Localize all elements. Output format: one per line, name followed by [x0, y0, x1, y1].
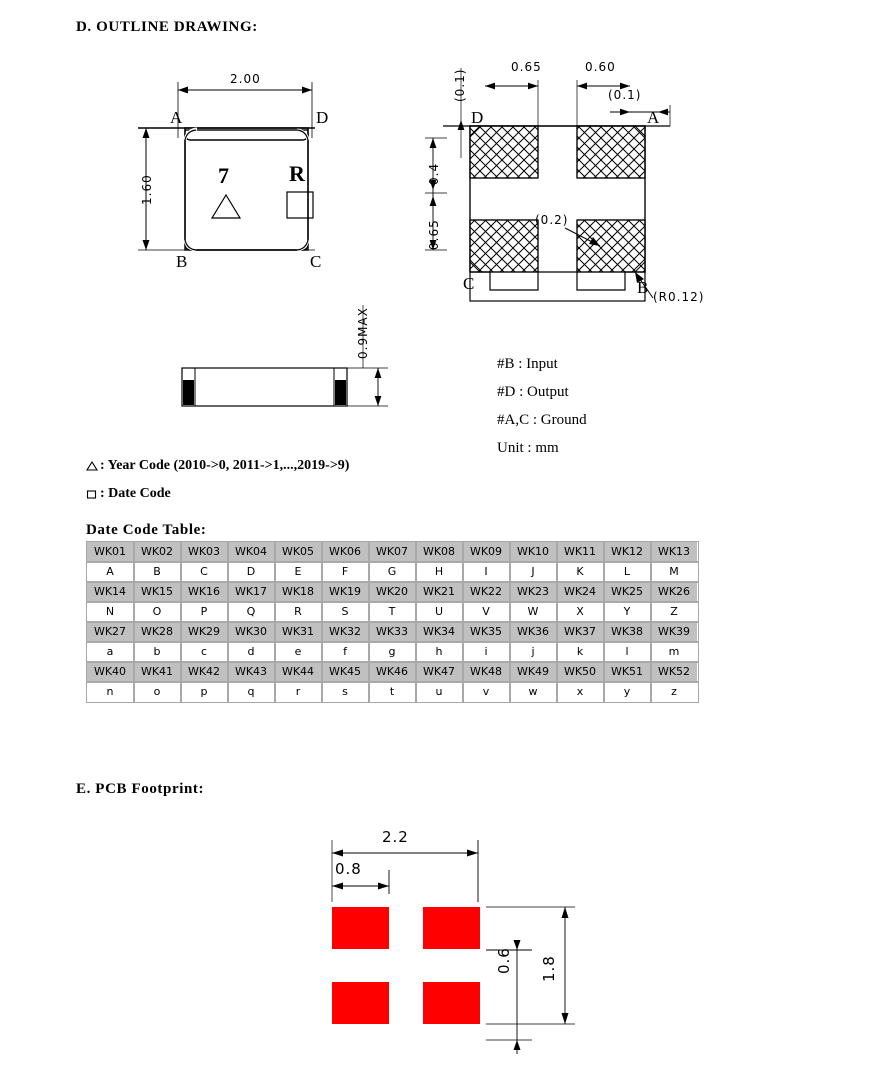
- date-code-value-cell: S: [322, 602, 369, 622]
- date-code-value-row: [87, 562, 698, 582]
- top-view-height-dimension: 1.60: [140, 174, 154, 205]
- date-code-week-cell: WK37: [557, 622, 604, 642]
- date-code-value-row: [87, 682, 698, 702]
- date-code-value-cell: C: [181, 562, 228, 582]
- bottom-view-radius-dimension: (R0.12): [653, 290, 705, 304]
- date-code-square-icon: [285, 190, 317, 220]
- date-code-value-cell: D: [228, 562, 275, 582]
- date-code-week-cell: WK29: [181, 622, 228, 642]
- date-code-value-cell: W: [510, 602, 557, 622]
- date-code-table-body: [87, 542, 698, 702]
- bottom-view-corner-c: C: [463, 274, 475, 293]
- date-code-week-cell: WK44: [275, 662, 322, 682]
- date-code-value-cell: v: [463, 682, 510, 702]
- pcb-footprint-drawing: [310, 822, 600, 1070]
- date-code-value-cell: m: [651, 642, 698, 662]
- date-code-value-cell: w: [510, 682, 557, 702]
- date-code-value-cell: B: [134, 562, 181, 582]
- date-code-value-cell: a: [87, 642, 134, 662]
- date-code-value-row: [87, 642, 698, 662]
- pcb-overall-height-dimension: 1.8: [540, 955, 558, 982]
- top-view-svg: [130, 60, 390, 300]
- date-code-week-row: [87, 622, 698, 642]
- bottom-view-left-top-dimension: 0.4: [427, 162, 441, 185]
- date-code-value-cell: k: [557, 642, 604, 662]
- date-code-value-cell: R: [275, 602, 322, 622]
- date-code-week-cell: WK23: [510, 582, 557, 602]
- bottom-view-pad-width-dimension: 0.65: [511, 60, 542, 74]
- date-code-value-cell: g: [369, 642, 416, 662]
- date-code-value-cell: n: [87, 682, 134, 702]
- top-view-width-dimension: 2.00: [230, 72, 261, 86]
- date-code-value-cell: s: [322, 682, 369, 702]
- pcb-overall-width-dimension: 2.2: [382, 828, 409, 846]
- date-code-value-cell: l: [604, 642, 651, 662]
- date-code-value-cell: h: [416, 642, 463, 662]
- date-code-value-cell: o: [134, 682, 181, 702]
- date-code-value-cell: j: [510, 642, 557, 662]
- date-code-value-cell: y: [604, 682, 651, 702]
- date-code-value-cell: t: [369, 682, 416, 702]
- date-code-week-cell: WK13: [651, 542, 698, 562]
- section-d-heading: D. OUTLINE DRAWING:: [76, 19, 258, 35]
- date-code-week-cell: WK09: [463, 542, 510, 562]
- date-code-value-cell: x: [557, 682, 604, 702]
- pcb-pad-top-left: [332, 907, 389, 949]
- bottom-view-corner-b: B: [637, 278, 649, 297]
- date-code-week-cell: WK41: [134, 662, 181, 682]
- outline-bottom-view: [425, 50, 715, 305]
- date-code-value-cell: H: [416, 562, 463, 582]
- date-code-week-cell: WK28: [134, 622, 181, 642]
- date-code-week-cell: WK30: [228, 622, 275, 642]
- date-code-week-cell: WK19: [322, 582, 369, 602]
- date-code-week-cell: WK01: [87, 542, 134, 562]
- date-code-table-container: [86, 541, 698, 702]
- date-code-week-cell: WK02: [134, 542, 181, 562]
- note-year-code: [86, 458, 349, 474]
- pcb-pad-top-right: [423, 907, 480, 949]
- date-code-week-cell: WK07: [369, 542, 416, 562]
- bottom-view-gap-dimension: 0.60: [585, 60, 616, 74]
- date-code-value-cell: i: [463, 642, 510, 662]
- marking-notes: [86, 458, 349, 502]
- date-code-week-cell: WK35: [463, 622, 510, 642]
- date-code-week-cell: WK27: [87, 622, 134, 642]
- marking-rohs-letter: R: [289, 161, 305, 186]
- date-code-week-cell: WK42: [181, 662, 228, 682]
- date-code-week-cell: WK24: [557, 582, 604, 602]
- date-code-week-cell: WK14: [87, 582, 134, 602]
- date-code-value-cell: f: [322, 642, 369, 662]
- date-code-value-cell: Y: [604, 602, 651, 622]
- date-code-week-cell: WK52: [651, 662, 698, 682]
- date-code-table: [86, 541, 698, 702]
- date-code-value-cell: G: [369, 562, 416, 582]
- date-code-value-cell: b: [134, 642, 181, 662]
- date-code-week-cell: WK45: [322, 662, 369, 682]
- date-code-week-cell: WK46: [369, 662, 416, 682]
- legend-item-output: #D : Output: [497, 384, 569, 400]
- date-code-value-cell: T: [369, 602, 416, 622]
- pcb-pad-bottom-left: [332, 982, 389, 1024]
- date-code-week-cell: WK16: [181, 582, 228, 602]
- legend-item-input: #B : Input: [497, 356, 558, 372]
- date-code-value-cell: q: [228, 682, 275, 702]
- date-code-value-cell: L: [604, 562, 651, 582]
- date-code-value-row: [87, 602, 698, 622]
- date-code-week-cell: WK15: [134, 582, 181, 602]
- date-code-week-cell: WK20: [369, 582, 416, 602]
- pcb-pad-width-dimension: 0.8: [335, 860, 362, 878]
- pin-legend: [497, 356, 587, 457]
- year-code-triangle-icon: [210, 192, 242, 220]
- date-code-table-heading: Date Code Table:: [86, 522, 207, 538]
- date-code-value-cell: N: [87, 602, 134, 622]
- date-code-week-cell: WK39: [651, 622, 698, 642]
- date-code-value-cell: u: [416, 682, 463, 702]
- marking-year-code-digit: 7: [218, 163, 229, 188]
- date-code-value-cell: z: [651, 682, 698, 702]
- outline-side-view: [150, 295, 400, 420]
- date-code-week-cell: WK17: [228, 582, 275, 602]
- date-code-week-cell: WK22: [463, 582, 510, 602]
- date-code-value-cell: r: [275, 682, 322, 702]
- note-year-code-text: : Year Code (2010->0, 2011->1,...,2019->9): [100, 458, 350, 473]
- date-code-week-cell: WK18: [275, 582, 322, 602]
- date-code-week-cell: WK25: [604, 582, 651, 602]
- date-code-week-cell: WK33: [369, 622, 416, 642]
- side-view-height-dimension: 0.9MAX: [356, 307, 370, 359]
- date-code-value-cell: F: [322, 562, 369, 582]
- note-date-code: [86, 486, 349, 502]
- date-code-value-cell: Z: [651, 602, 698, 622]
- date-code-value-cell: V: [463, 602, 510, 622]
- bottom-view-corner-d: D: [471, 108, 484, 127]
- date-code-week-cell: WK40: [87, 662, 134, 682]
- outline-top-view: [130, 60, 390, 300]
- date-code-week-cell: WK50: [557, 662, 604, 682]
- date-code-value-cell: c: [181, 642, 228, 662]
- bottom-view-left-bottom-dimension: 0.65: [427, 219, 441, 250]
- date-code-week-cell: WK03: [181, 542, 228, 562]
- date-code-value-cell: O: [134, 602, 181, 622]
- date-code-week-cell: WK05: [275, 542, 322, 562]
- date-code-value-cell: X: [557, 602, 604, 622]
- date-code-week-cell: WK08: [416, 542, 463, 562]
- date-code-value-cell: e: [275, 642, 322, 662]
- date-code-week-cell: WK12: [604, 542, 651, 562]
- date-code-week-cell: WK11: [557, 542, 604, 562]
- pcb-pad-bottom-right: [423, 982, 480, 1024]
- date-code-week-cell: WK21: [416, 582, 463, 602]
- section-e-heading: E. PCB Footprint:: [76, 781, 205, 797]
- date-code-week-cell: WK04: [228, 542, 275, 562]
- date-code-value-cell: P: [181, 602, 228, 622]
- date-code-week-cell: WK49: [510, 662, 557, 682]
- date-code-week-row: [87, 582, 698, 602]
- top-view-corner-d: D: [316, 108, 329, 127]
- date-code-week-cell: WK32: [322, 622, 369, 642]
- date-code-week-cell: WK31: [275, 622, 322, 642]
- top-view-corner-b: B: [176, 252, 188, 271]
- date-code-week-row: [87, 662, 698, 682]
- date-code-value-cell: Q: [228, 602, 275, 622]
- bottom-view-svg: [425, 50, 715, 305]
- date-code-week-cell: WK34: [416, 622, 463, 642]
- legend-item-ground: #A,C : Ground: [497, 412, 587, 428]
- date-code-week-cell: WK10: [510, 542, 557, 562]
- date-code-week-cell: WK47: [416, 662, 463, 682]
- top-view-corner-c: C: [310, 252, 322, 271]
- date-code-value-cell: p: [181, 682, 228, 702]
- date-code-week-cell: WK06: [322, 542, 369, 562]
- date-code-week-row: [87, 542, 698, 562]
- note-date-code-text: : Date Code: [100, 486, 171, 501]
- date-code-value-cell: M: [651, 562, 698, 582]
- date-code-week-cell: WK26: [651, 582, 698, 602]
- date-code-week-cell: WK36: [510, 622, 557, 642]
- top-view-corner-a: A: [170, 108, 183, 127]
- date-code-value-cell: d: [228, 642, 275, 662]
- note-square-icon: [86, 489, 98, 500]
- pcb-pad-gap-dimension: 0.6: [495, 947, 513, 974]
- date-code-week-cell: WK51: [604, 662, 651, 682]
- note-triangle-icon: [86, 461, 98, 472]
- bottom-view-corner-a: A: [647, 108, 660, 127]
- bottom-view-edge-dimension-vertical: (0.1): [453, 68, 467, 102]
- date-code-value-cell: K: [557, 562, 604, 582]
- bottom-view-chamfer-dimension: (0.2): [535, 213, 569, 227]
- date-code-week-cell: WK38: [604, 622, 651, 642]
- date-code-week-cell: WK43: [228, 662, 275, 682]
- legend-item-unit: Unit : mm: [497, 440, 559, 456]
- date-code-value-cell: E: [275, 562, 322, 582]
- date-code-value-cell: U: [416, 602, 463, 622]
- date-code-week-cell: WK48: [463, 662, 510, 682]
- date-code-value-cell: A: [87, 562, 134, 582]
- bottom-view-edge-dimension: (0.1): [608, 88, 642, 102]
- date-code-value-cell: J: [510, 562, 557, 582]
- date-code-value-cell: I: [463, 562, 510, 582]
